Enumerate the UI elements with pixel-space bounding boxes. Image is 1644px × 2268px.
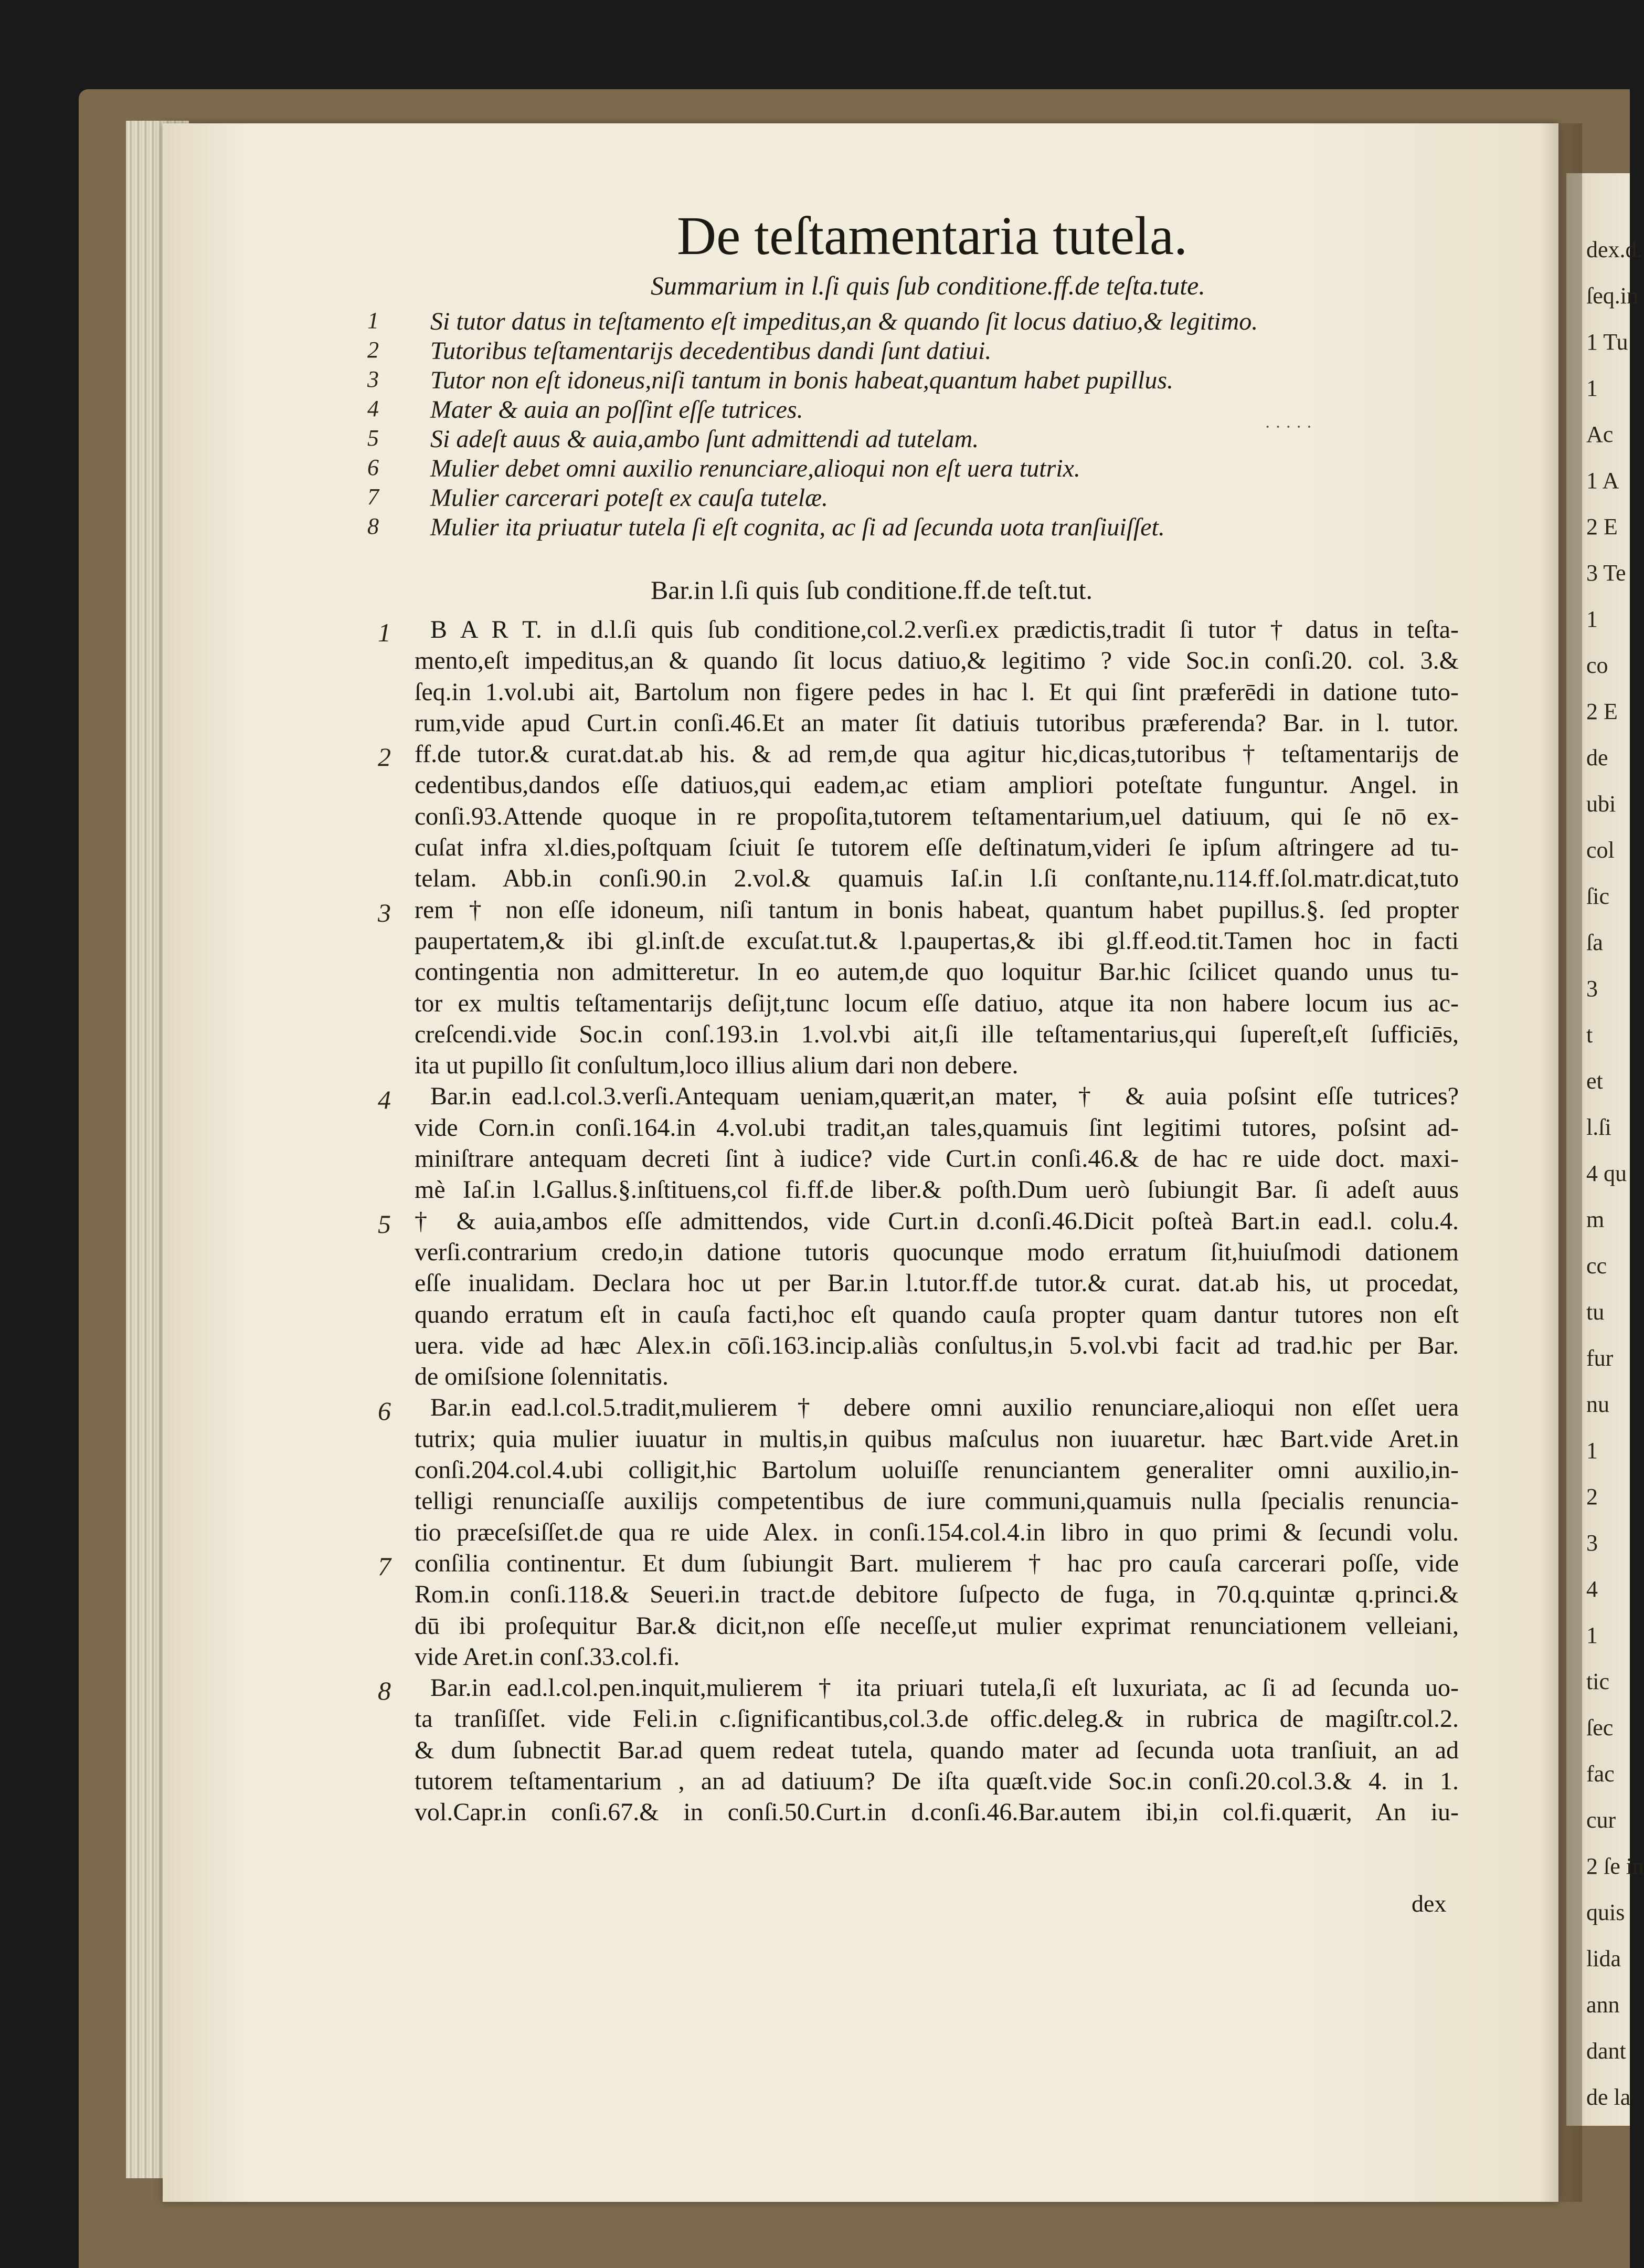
- facing-page-fragment: col: [1586, 837, 1615, 863]
- summary-item-text: Tutoribus teſtamentarijs decedentibus dandi ſunt datiui.: [430, 337, 992, 365]
- summary-item-number: 3: [367, 366, 379, 392]
- body-line: telligi renunciaſſe auxilijs competentibus de iure communi,quamuis nulla ſpecialis renuncia-: [415, 1487, 1459, 1515]
- facing-page-fragment: ſic: [1586, 883, 1609, 909]
- facing-page-fragment: ubi: [1586, 791, 1616, 817]
- facing-page-fragment: 1: [1586, 1622, 1598, 1648]
- facing-page-fragment: ſa: [1586, 930, 1603, 955]
- body-line: tutorem teſtamentarium , an ad datiuum? De iſta quæſt.vide Soc.in conſi.20.col.3.& 4. in 1.: [415, 1767, 1459, 1795]
- summary-item: [367, 307, 1406, 336]
- facing-page-fragment: lida: [1586, 1946, 1621, 1971]
- facing-page-fragment: dex.d.: [1586, 237, 1643, 262]
- facing-page-fragment: cur: [1586, 1807, 1616, 1833]
- summary-item: [367, 395, 1406, 425]
- facing-page-fragment: et: [1586, 1068, 1603, 1094]
- facing-page-fragment: 1: [1586, 375, 1598, 401]
- body-line: cuſat infra xl.dies,poſtquam ſciuit ſe tutorem eſſe deſtinatum,videri ſe ipſum aſtringere ad tu-: [415, 834, 1459, 862]
- body-line: conſilia continentur. Et dum ſubiungit Bart. mulierem † hac pro cauſa carcerari poſſe, vide: [415, 1549, 1459, 1577]
- summary-list: [367, 307, 1406, 542]
- facing-page-fragment: 3: [1586, 1530, 1598, 1556]
- facing-page-fragment: co: [1586, 652, 1608, 678]
- facing-page-fragment: 2 ſe in: [1586, 1853, 1644, 1879]
- margin-number: 3: [378, 898, 391, 927]
- facing-page-fragment: quis: [1586, 1900, 1625, 1925]
- body-line: ita ut pupillo ſit conſultum,loco illius alium dari non debere.: [415, 1051, 1019, 1080]
- page-title: De teſtamentaria tutela.: [677, 206, 1188, 266]
- summary-item-text: Mulier carcerari poteſt ex cauſa tutelæ.: [430, 484, 829, 512]
- margin-number: 6: [378, 1396, 391, 1426]
- margin-number: 2: [378, 742, 391, 772]
- summary-heading: Summarium in l.ſi quis ſub conditione.ff.de teſta.tute.: [651, 271, 1205, 300]
- facing-page-fragment: de la: [1586, 2084, 1631, 2110]
- body-line: mento,eſt impeditus,an & quando ſit locus datiuo,& legitimo ? vide Soc.in conſi.20. col. 3.&: [415, 647, 1459, 675]
- body-line: vide Aret.in conſ.33.col.fi.: [415, 1642, 680, 1671]
- gutter-shadow: [1540, 123, 1582, 2202]
- body-line: quando erratum eſt in cauſa facti,hoc eſt quando cauſa propter quam dantur tutores non eſt: [415, 1300, 1459, 1328]
- body-line: ta tranſiſſet. vide Feli.in c.ſignificantibus,col.3.de offic.deleg.& in rubrica de magiſtr.col.2.: [415, 1705, 1459, 1733]
- body-line: de omiſsione ſolennitatis.: [415, 1363, 669, 1391]
- facing-page-fragment: t: [1586, 1022, 1593, 1048]
- body-line: ſeq.in 1.vol.ubi ait, Bartolum non figere pedes in hac l. Et qui ſint præferēdi in datione tuto-: [415, 678, 1459, 706]
- body-line: mè Iaſ.in l.Gallus.§.inſtituens,col fi.ff.de liber.& poſth.Dum uerò ſubiungit Bar. ſi adeſt auus: [415, 1176, 1459, 1204]
- body-line: † & auia,ambos eſſe admittendos, vide Curt.in d.conſi.46.Dicit poſteà Bart.in ead.l. colu.4.: [415, 1207, 1459, 1235]
- body-line: Bar.in ead.l.col.pen.inquit,mulierem † ita priuari tutela,ſi eſt luxuriata, ac ſi ad ſecunda uo-: [430, 1674, 1459, 1702]
- summary-item: [367, 366, 1406, 395]
- margin-number: 8: [378, 1676, 391, 1706]
- body-line: conſi.204.col.4.ubi colligit,hic Bartolum uoluiſſe renunciantem generaliter omni auxilio,in-: [415, 1456, 1459, 1484]
- facing-page-fragment: 3: [1586, 976, 1598, 1001]
- ink-specks: · · · · ·: [1265, 417, 1312, 437]
- facing-page-fragment: dant: [1586, 2038, 1626, 2064]
- margin-number: 1: [378, 618, 391, 647]
- facing-page-fragment: 3 Te: [1586, 560, 1626, 586]
- body-line: tio præceſsiſſet.de qua re uide Alex. in conſi.154.col.4.in libro in quo primi & ſecundi volu.: [415, 1518, 1459, 1546]
- facing-page-fragment: fur: [1586, 1345, 1614, 1371]
- body-line: paupertatem,& ibi gl.inſt.de excuſat.tut.& l.paupertas,& ibi gl.ff.eod.tit.Tamen hoc in facti: [415, 926, 1459, 955]
- facing-page-fragment: 1 Tu: [1586, 329, 1628, 355]
- body-line: B A R T. in d.l.ſi quis ſub conditione,col.2.verſi.ex prædictis,tradit ſi tutor † datus in teſta-: [430, 616, 1459, 644]
- body-line: rem † non eſſe idoneum, niſi tantum in bonis habeat, quantum habet pupillus.§. ſed propter: [415, 895, 1459, 924]
- facing-page-fragment: Ac: [1586, 421, 1614, 447]
- summary-item-number: 7: [367, 484, 379, 510]
- body-line: & dum ſubnectit Bar.ad quem redeat tutela, quando mater ad ſecunda uota tranſiuit, an ad: [415, 1736, 1459, 1764]
- summary-item-number: 4: [367, 396, 379, 421]
- facing-page-fragment: de: [1586, 745, 1608, 771]
- body-line: vol.Capr.in conſi.67.& in conſi.50.Curt.in d.conſi.46.Bar.autem ibi,in col.fi.quærit, An iu-: [415, 1798, 1459, 1827]
- summary-item: [367, 336, 1406, 366]
- body-line: dū ibi proſequitur Bar.& dicit,non eſſe neceſſe,ut mulier exprimat renunciationem velleiani,: [415, 1611, 1459, 1640]
- facing-page-fragment: 1: [1586, 1438, 1598, 1463]
- summary-item-number: 6: [367, 455, 379, 480]
- summary-item-number: 8: [367, 513, 379, 539]
- facing-page-fragment: 4 qu: [1586, 1161, 1627, 1186]
- body-line: rum,vide apud Curt.in conſi.46.Et an mater ſit datiuis tutoribus præferenda? Bar. in l. tutor.: [415, 709, 1459, 737]
- facing-page-fragment: tic: [1586, 1669, 1609, 1694]
- body-line: conſi.93.Attende quoque in re propoſita,tutorem teſtamentarium,uel datiuum, qui ſe nō ex-: [415, 802, 1459, 830]
- summary-item-number: 2: [367, 337, 379, 363]
- facing-page-fragment: ſeq.in: [1586, 283, 1638, 309]
- body-line: tutrix; quia mulier iuuatur in multis,in quibus maſculus non iuuaretur. hæc Bart.vide Aret.in: [415, 1425, 1459, 1453]
- facing-page-fragment: m: [1586, 1207, 1605, 1232]
- body-line: contingentia non admitteretur. In eo autem,de quo loquitur Bar.hic ſcilicet quando unus tu-: [415, 958, 1459, 986]
- bartolus-heading: Bar.in l.ſi quis ſub conditione.ff.de teſt.tut.: [651, 575, 1093, 605]
- commentary-body: [415, 614, 1459, 1828]
- summary-item-text: Si tutor datus in teſtamento eſt impeditus,an & quando ſit locus datiuo,& legitimo.: [430, 308, 1258, 335]
- summary-item-text: Mulier ita priuatur tutela ſi eſt cognita, ac ſi ad ſecunda uota tranſiuiſſet.: [430, 513, 1165, 541]
- facing-page-fragment: ann: [1586, 1992, 1620, 2018]
- body-line: cedentibus,dandos eſſe datiuos,qui eadem,ac etiam ampliori poteſtate funguntur. Angel. in: [415, 771, 1459, 799]
- facing-page-fragment: 1: [1586, 606, 1598, 632]
- facing-page-fragment: fac: [1586, 1761, 1615, 1787]
- summary-item-text: Si adeſt auus & auia,ambo ſunt admittendi ad tutelam.: [430, 425, 979, 453]
- body-line: Bar.in ead.l.col.3.verſi.Antequam ueniam,quærit,an mater, † & auia poſsint eſſe tutrices?: [430, 1082, 1459, 1111]
- facing-page-fragment: cc: [1586, 1253, 1607, 1279]
- facing-page-fragment: l.ſi: [1586, 1114, 1611, 1140]
- facing-page-fragment: 2: [1586, 1484, 1598, 1510]
- facing-page-fragment: 2 E: [1586, 514, 1618, 540]
- body-line: telam. Abb.in conſi.90.in 2.vol.& quamuis Iaſ.in l.ſi conſtante,nu.114.ff.ſol.matr.dicat,tuto: [415, 864, 1459, 893]
- body-line: uera. vide ad hæc Alex.in cōſi.163.incip.aliàs conſultus,in 5.vol.vbi facit ad trad.hic per Bar.: [415, 1331, 1459, 1359]
- body-line: ff.de tutor.& curat.dat.ab his. & ad rem,de qua agitur hic,dicas,tutoribus † teſtamentarijs de: [415, 740, 1459, 768]
- summary-item-text: Mulier debet omni auxilio renunciare,alioqui non eſt uera tutrix.: [430, 455, 1080, 482]
- facing-page-fragment: 2 E: [1586, 699, 1618, 724]
- summary-item-number: 5: [367, 425, 379, 451]
- facing-page-fragment: nu: [1586, 1391, 1609, 1417]
- body-line: tor ex multis teſtamentarijs deſijt,tunc locum eſſe datiuo, atque ita non habere locum ius ac-: [415, 989, 1459, 1017]
- body-line: Rom.in conſi.118.& Seueri.in tract.de debitore ſuſpecto de fuga, in 70.q.quintæ q.princi.&: [415, 1580, 1459, 1609]
- body-line: miniſtrare antequam decreti ſint à iudice? vide Curt.in conſi.46.& de hac re uide doct. maxi-: [415, 1145, 1459, 1173]
- margin-number: 7: [378, 1552, 391, 1581]
- facing-page-fragment: 4: [1586, 1576, 1598, 1602]
- body-line: creſcendi.vide Soc.in conſ.193.in 1.vol.vbi ait,ſi ille teſtamentarius,qui ſupereſt,eſt ſufficiēs,: [415, 1020, 1459, 1048]
- summary-item: [367, 513, 1406, 542]
- margin-number: 4: [378, 1084, 391, 1114]
- summary-item: [367, 483, 1406, 513]
- summary-item-text: Tutor non eſt idoneus,niſi tantum in bonis habeat,quantum habet pupillus.: [430, 366, 1174, 394]
- body-line: eſſe inualidam. Declara hoc ut per Bar.in l.tutor.ff.de tutor.& curat. dat.ab his, ut procedat,: [415, 1269, 1459, 1297]
- summary-item-text: Mater & auia an poſſint eſſe tutrices.: [430, 396, 803, 424]
- facing-page-fragment: tu: [1586, 1299, 1605, 1325]
- summary-item: [367, 425, 1406, 454]
- margin-number: 5: [378, 1209, 391, 1239]
- summary-item: [367, 454, 1406, 483]
- summary-item-number: 1: [367, 308, 379, 333]
- facing-page-fragment: 1 A: [1586, 468, 1619, 493]
- catchword: dex: [1412, 1890, 1447, 1917]
- body-line: Bar.in ead.l.col.5.tradit,mulierem † debere omni auxilio renunciare,alioqui non eſſet uera: [430, 1394, 1459, 1422]
- body-line: verſi.contrarium credo,in datione tutoris quocunque modo erratum ſit,huiuſmodi dationem: [415, 1238, 1459, 1266]
- body-line: vide Corn.in conſi.164.in 4.vol.ubi tradit,an tales,quamuis ſint legitimi tutores, poſsint ad-: [415, 1113, 1459, 1142]
- facing-page-fragment: ſec: [1586, 1715, 1614, 1740]
